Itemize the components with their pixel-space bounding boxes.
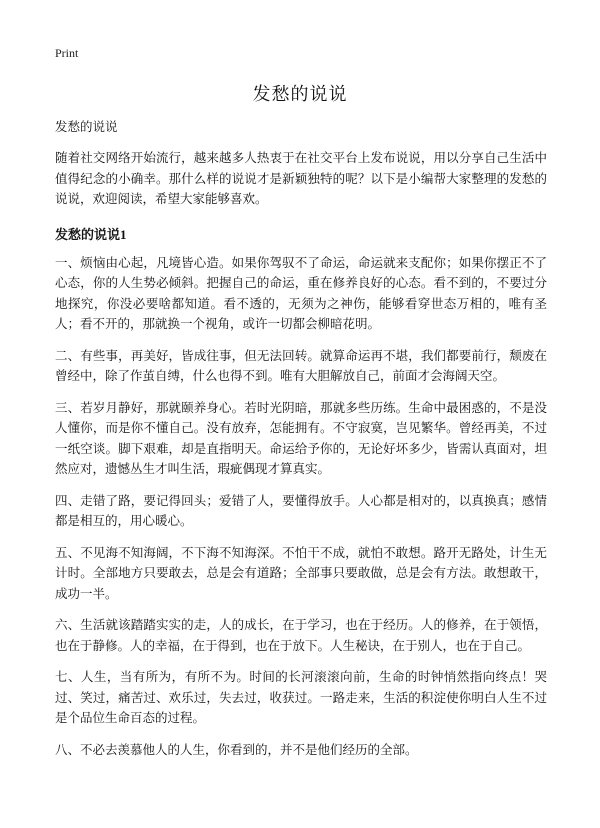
paragraph-7: 七、人生，当有所为，有所不为。时间的长河滚滚向前，生命的时钟悄然指向终点！哭过、笑过，痛苦过、欢乐过，失去过，收获过。一路走来，生活的积淀使你明白人生不过是个品位生命百态的过程。: [55, 669, 547, 725]
paragraph-5: 五、不见海不知海阔，不下海不知海深。不怕干不成，就怕不敢想。路开无路处，计生无计时。全部地方只要敢去，总是会有道路；全部事只要敢做，总是会有方法。敢想敢干，成功一半。: [55, 544, 547, 601]
article-body: [55, 117, 547, 771]
paragraph-2: 二、有些事，再美好，皆成往事，但无法回转。就算命运再不堪，我们都要前行，颓废在曾经中，除了作茧自缚，什么也得不到。唯有大胆解放自己，前面才会海阔天空。: [55, 347, 547, 383]
print-link[interactable]: Print: [55, 46, 79, 60]
paragraph-3: 三、若岁月静好，那就颐养身心。若时光阴暗，那就多些历练。生命中最困惑的，不是没人懂你，而是你不懂自己。没有放弃，怎能拥有。不守寂寞，岂见繁华。曾经再美，不过一纸空谈。脚下艰难，却是直指明天。命运给予你的，无论好坏多少，皆需认真面对，坦然应对，遗憾丛生才叫生活，瑕疵偶现才算真实。: [55, 399, 547, 476]
paragraph-1: 一、烦恼由心起，凡境皆心造。如果你驾驭不了命运，命运就来支配你；如果你摆正不了心态，你的人生势必倾斜。把握自己的命运，重在修养良好的心态。看不到的，不要过分地探究，你没必要啥都知道。看不透的，无须为之神伤，能够看穿世态万相的，唯有圣人；看不开的，那就换一个视角，或许一切都会柳暗花明。: [55, 254, 547, 331]
article-subtitle: 发愁的说说: [55, 119, 118, 134]
paragraph-6: 六、生活就该踏踏实实的走，人的成长，在于学习，也在于经历。人的修养，在于领悟，也在于静修。人的幸福，在于得到，也在于放下。人生秘诀，在于别人，也在于自己。: [55, 617, 547, 653]
intro-paragraph: 随着社交网络开始流行，越来越多人热衷于在社交平台上发布说说，用以分享自己生活中值得纪念的小确幸。那什么样的说说才是新颖独特的呢？以下是小编帮大家整理的发愁的说说，欢迎阅读，希望大家能够喜欢。: [55, 150, 547, 206]
page-title: 发愁的说说: [252, 84, 348, 105]
paragraph-4: 四、走错了路，要记得回头；爱错了人，要懂得放手。人心都是相对的，以真换真；感情都是相互的，用心暖心。: [55, 492, 547, 528]
paragraph-8: 八、不必去羡慕他人的人生，你看到的，并不是他们经历的全部。: [55, 741, 418, 757]
section-heading: 发愁的说说1: [55, 226, 127, 242]
